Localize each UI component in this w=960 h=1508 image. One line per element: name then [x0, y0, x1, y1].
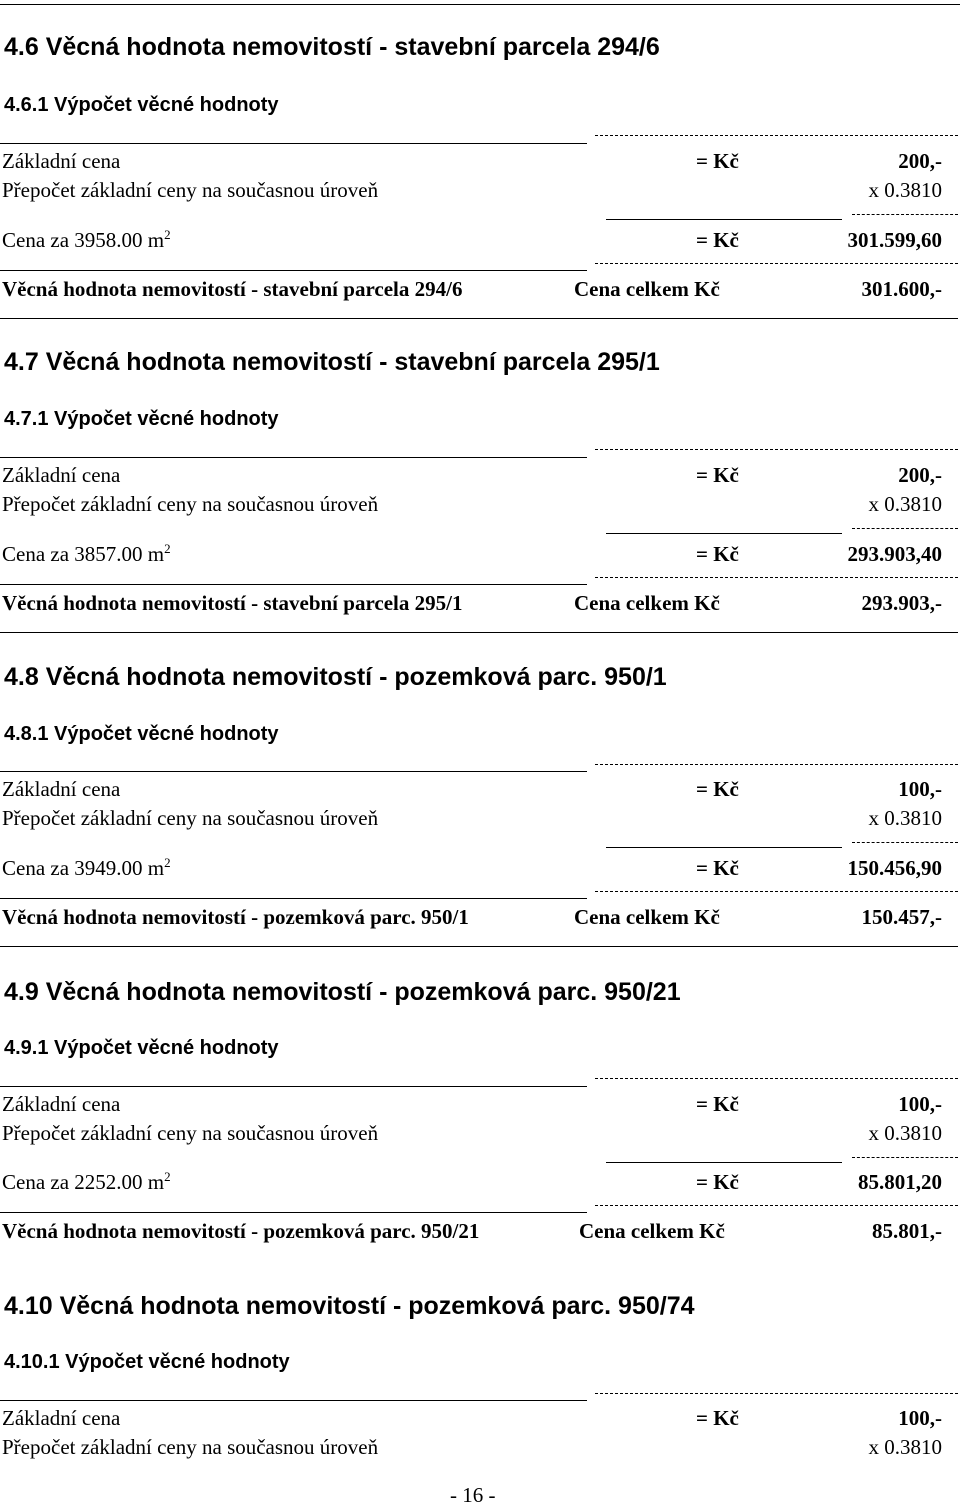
price-label: Cena za 3949.00 $m^2$ — [2, 855, 171, 880]
base-price-eq: = Kč — [696, 463, 739, 487]
conversion-value: x 0.3810 — [868, 492, 942, 516]
base-price-eq: = Kč — [696, 1092, 739, 1116]
dashed-rule — [595, 764, 958, 765]
total-text: Cena celkem Kč — [579, 1219, 725, 1243]
conversion-label: Přepočet základní ceny na současnou úroveň — [2, 1121, 379, 1145]
price-value: 150.456,90 — [847, 856, 942, 880]
conversion-value: x 0.3810 — [868, 1435, 942, 1459]
base-price-eq: = Kč — [696, 149, 739, 173]
conversion-label: Přepočet základní ceny na současnou úroveň — [2, 1435, 379, 1459]
price-eq: = Kč — [696, 228, 739, 252]
dashed-rule — [595, 1205, 958, 1206]
total-value: 150.457,- — [861, 905, 942, 929]
rule — [606, 1162, 842, 1163]
base-price-value: 100,- — [898, 1092, 942, 1116]
dashed-rule — [595, 263, 958, 264]
total-text: Cena celkem Kč — [574, 591, 720, 615]
conversion-label: Přepočet základní ceny na současnou úroveň — [2, 178, 379, 202]
conversion-value: x 0.3810 — [868, 178, 942, 202]
total-label: Věcná hodnota nemovitostí - pozemková parc. 950/21 — [2, 1219, 480, 1243]
rule — [0, 1086, 587, 1087]
total-value: 85.801,- — [872, 1219, 942, 1243]
base-price-value: 200,- — [898, 149, 942, 173]
top-rule — [0, 4, 960, 5]
total-value: 301.600,- — [861, 277, 942, 301]
total-text: Cena celkem Kč — [574, 277, 720, 301]
section-heading: 4.10 Věcná hodnota nemovitostí - pozemková parc. 950/74 — [4, 1292, 695, 1320]
price-value: 293.903,40 — [847, 542, 942, 566]
base-price-eq: = Kč — [696, 1406, 739, 1430]
dashed-rule — [852, 528, 958, 529]
base-price-value: 100,- — [898, 777, 942, 801]
dashed-rule — [595, 577, 958, 578]
dashed-rule — [595, 449, 958, 450]
subsection-heading: 4.9.1 Výpočet věcné hodnoty — [4, 1037, 279, 1059]
total-label: Věcná hodnota nemovitostí - stavební parcela 295/1 — [2, 591, 463, 615]
base-price-label: Základní cena — [2, 777, 121, 801]
rule — [0, 270, 587, 271]
rule — [0, 1212, 587, 1213]
dashed-rule — [595, 891, 958, 892]
conversion-value: x 0.3810 — [868, 806, 942, 830]
rule — [0, 1400, 587, 1401]
subsection-heading: 4.10.1 Výpočet věcné hodnoty — [4, 1351, 290, 1373]
subsection-heading: 4.7.1 Výpočet věcné hodnoty — [4, 408, 279, 430]
dashed-rule — [852, 842, 958, 843]
base-price-label: Základní cena — [2, 1406, 121, 1430]
rule — [606, 219, 842, 220]
rule — [0, 898, 587, 899]
base-price-value: 100,- — [898, 1406, 942, 1430]
base-price-value: 200,- — [898, 463, 942, 487]
total-label: Věcná hodnota nemovitostí - pozemková parc. 950/1 — [2, 905, 469, 929]
rule — [0, 946, 958, 947]
total-label: Věcná hodnota nemovitostí - stavební parcela 294/6 — [2, 277, 463, 301]
total-value: 293.903,- — [861, 591, 942, 615]
rule — [0, 318, 958, 319]
base-price-eq: = Kč — [696, 777, 739, 801]
rule — [0, 632, 958, 633]
subsection-heading: 4.6.1 Výpočet věcné hodnoty — [4, 94, 279, 116]
dashed-rule — [595, 135, 958, 136]
page-number: - 16 - — [450, 1483, 496, 1507]
price-eq: = Kč — [696, 542, 739, 566]
price-eq: = Kč — [696, 856, 739, 880]
base-price-label: Základní cena — [2, 463, 121, 487]
dashed-rule — [595, 1393, 958, 1394]
rule — [0, 771, 587, 772]
base-price-label: Základní cena — [2, 149, 121, 173]
conversion-label: Přepočet základní ceny na současnou úroveň — [2, 806, 379, 830]
section-heading: 4.9 Věcná hodnota nemovitostí - pozemková parc. 950/21 — [4, 978, 681, 1006]
price-label: Cena za 3958.00 $m^2$ — [2, 227, 171, 252]
price-eq: = Kč — [696, 1170, 739, 1194]
dashed-rule — [595, 1078, 958, 1079]
rule — [606, 847, 842, 848]
rule — [606, 533, 842, 534]
subsection-heading: 4.8.1 Výpočet věcné hodnoty — [4, 723, 279, 745]
rule — [0, 584, 587, 585]
section-heading: 4.7 Věcná hodnota nemovitostí - stavební parcela 295/1 — [4, 348, 660, 376]
conversion-label: Přepočet základní ceny na současnou úroveň — [2, 492, 379, 516]
base-price-label: Základní cena — [2, 1092, 121, 1116]
section-heading: 4.8 Věcná hodnota nemovitostí - pozemková parc. 950/1 — [4, 663, 667, 691]
price-label: Cena za 2252.00 $m^2$ — [2, 1169, 171, 1194]
rule — [0, 143, 587, 144]
price-value: 301.599,60 — [847, 228, 942, 252]
section-heading: 4.6 Věcná hodnota nemovitostí - stavební parcela 294/6 — [4, 33, 660, 61]
price-label: Cena za 3857.00 $m^2$ — [2, 541, 171, 566]
total-text: Cena celkem Kč — [574, 905, 720, 929]
rule — [0, 457, 587, 458]
dashed-rule — [852, 1157, 958, 1158]
price-value: 85.801,20 — [858, 1170, 942, 1194]
conversion-value: x 0.3810 — [868, 1121, 942, 1145]
dashed-rule — [852, 214, 958, 215]
